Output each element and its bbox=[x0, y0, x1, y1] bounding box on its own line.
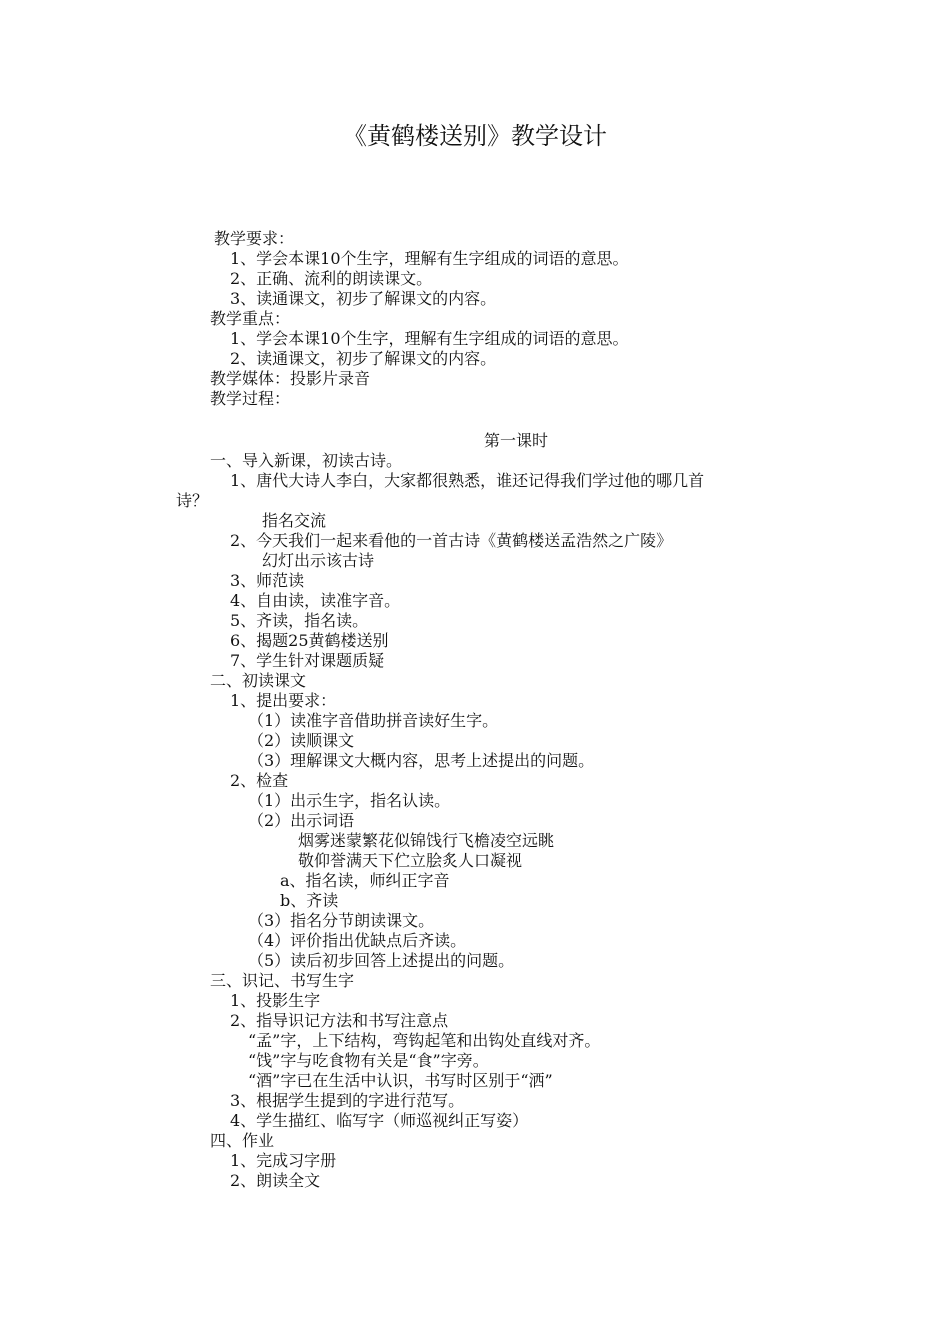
text-line: “孟”字，上下结构，弯钩起笔和出钩处直线对齐。 bbox=[248, 1031, 601, 1050]
text-line: 1、提出要求： bbox=[230, 691, 337, 710]
text-line: 1、投影生字 bbox=[230, 991, 321, 1010]
text-line: 3、根据学生提到的字进行范写。 bbox=[230, 1091, 465, 1110]
document-title: 《黄鹤楼送别》教学设计 bbox=[343, 122, 607, 150]
text-line: 2、检查 bbox=[230, 771, 289, 790]
lesson-heading: 第一课时 bbox=[484, 431, 549, 450]
text-line: （2）读顺课文 bbox=[248, 731, 355, 750]
text-line: 2、指导识记方法和书写注意点 bbox=[230, 1011, 449, 1030]
text-line: “酒”字已在生活中认识，书写时区别于“洒” bbox=[248, 1071, 553, 1090]
text-line: （4）评价指出优缺点后齐读。 bbox=[248, 931, 467, 950]
text-line: 4、自由读，读准字音。 bbox=[230, 591, 401, 610]
text-line: 2、今天我们一起来看他的一首古诗《黄鹤楼送孟浩然之广陵》 bbox=[230, 531, 673, 550]
section-heading: 二、初读课文 bbox=[210, 671, 307, 690]
text-line: 2、朗读全文 bbox=[230, 1171, 321, 1190]
text-line: 2、正确、流利的朗读课文。 bbox=[230, 269, 433, 288]
text-line: （2）出示词语 bbox=[248, 811, 355, 830]
text-line: （1）读准字音借助拼音读好生字。 bbox=[248, 711, 499, 730]
section-heading: 三、识记、书写生字 bbox=[210, 971, 355, 990]
text-line: 6、揭题25黄鹤楼送别 bbox=[230, 631, 389, 650]
text-line: 指名交流 bbox=[262, 511, 327, 530]
vocabulary-line: 烟雾迷蒙繁花似锦饯行飞檐凌空远眺 bbox=[298, 831, 555, 850]
text-line: 幻灯出示该古诗 bbox=[262, 551, 375, 570]
text-line: （3）理解课文大概内容，思考上述提出的问题。 bbox=[248, 751, 595, 770]
section-heading: 教学过程： bbox=[210, 389, 291, 408]
text-line: 7、学生针对课题质疑 bbox=[230, 651, 385, 670]
text-line: 诗？ bbox=[176, 491, 209, 510]
text-line: 1、完成习字册 bbox=[230, 1151, 337, 1170]
text-line: “饯”字与吃食物有关是“食”字旁。 bbox=[248, 1051, 489, 1070]
text-line: b、齐读 bbox=[280, 891, 339, 910]
text-line: 1、唐代大诗人李白，大家都很熟悉，谁还记得我们学过他的哪几首 bbox=[230, 471, 705, 490]
section-heading: 四、作业 bbox=[210, 1131, 275, 1150]
text-line: 3、师范读 bbox=[230, 571, 305, 590]
text-line: a、指名读，师纠正字音 bbox=[280, 871, 450, 890]
text-line: 1、学会本课10个生字，理解有生字组成的词语的意思。 bbox=[230, 329, 629, 348]
text-line: 5、齐读，指名读。 bbox=[230, 611, 369, 630]
text-line: （3）指名分节朗读课文。 bbox=[248, 911, 435, 930]
section-heading: 教学媒体：投影片录音 bbox=[210, 369, 371, 388]
section-heading: 一、导入新课，初读古诗。 bbox=[210, 451, 403, 470]
section-heading: 教学重点： bbox=[210, 309, 291, 328]
text-line: 4、学生描红、临写字（师巡视纠正写姿） bbox=[230, 1111, 529, 1130]
text-line: （5）读后初步回答上述提出的问题。 bbox=[248, 951, 515, 970]
section-heading: 教学要求： bbox=[214, 229, 295, 248]
text-line: 1、学会本课10个生字，理解有生字组成的词语的意思。 bbox=[230, 249, 629, 268]
text-line: 2、读通课文，初步了解课文的内容。 bbox=[230, 349, 497, 368]
vocabulary-line: 敬仰誉满天下伫立脍炙人口凝视 bbox=[298, 851, 523, 870]
text-line: 3、读通课文，初步了解课文的内容。 bbox=[230, 289, 497, 308]
text-line: （1）出示生字，指名认读。 bbox=[248, 791, 451, 810]
